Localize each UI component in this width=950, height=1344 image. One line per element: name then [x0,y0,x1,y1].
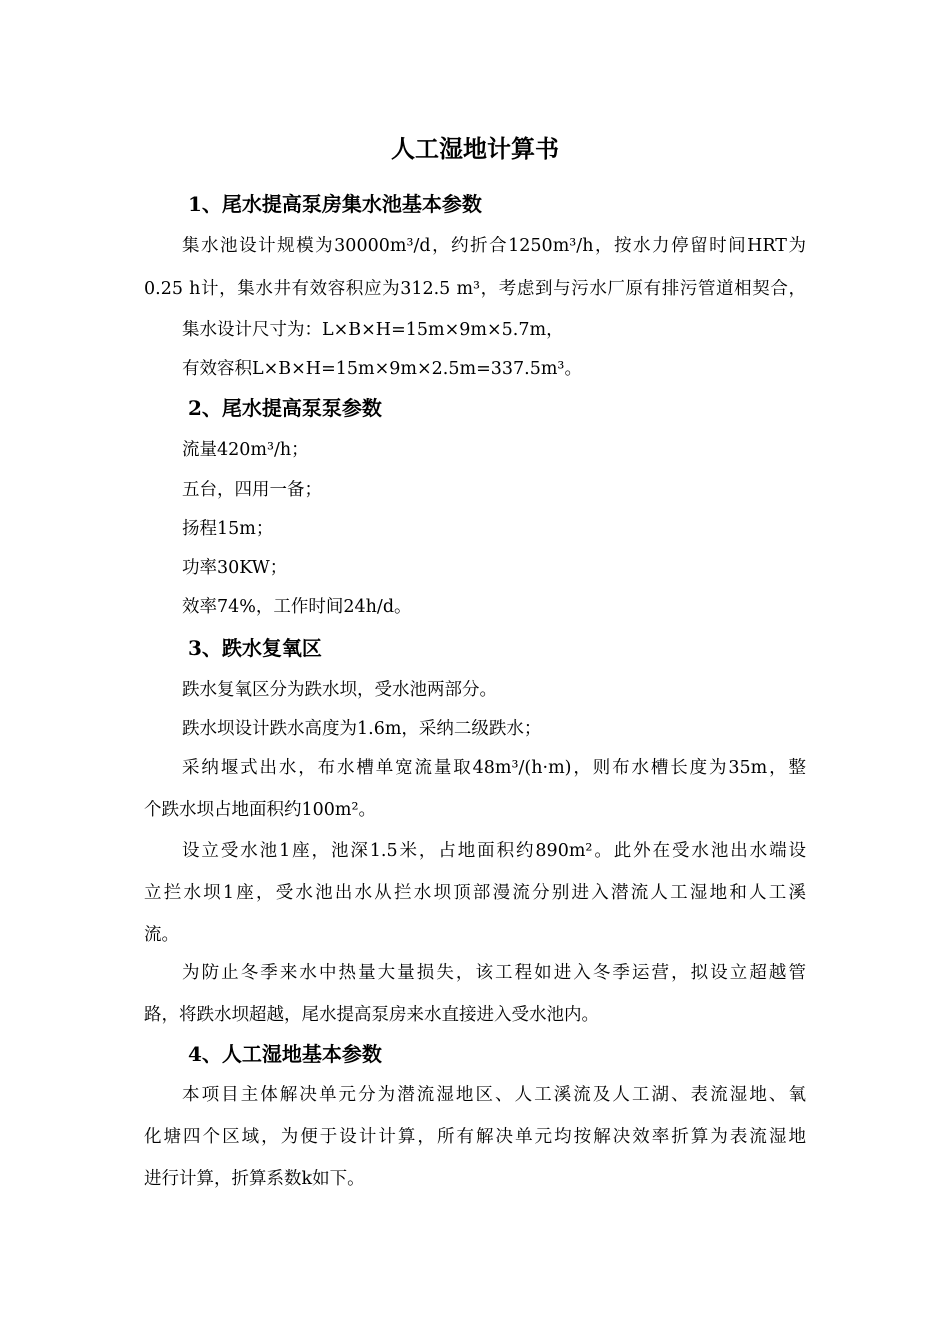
paragraph-line: 采纳堰式出水，布水槽单宽流量取48m³/(h·m)，则布水槽长度为35m，整 [182,758,806,778]
paragraph-line: 个跌水坝占地面积约100m²。 [144,800,377,820]
section-3-heading: 3、跌水复氧区 [188,636,322,660]
paragraph-line: 扬程15m； [182,519,274,539]
paragraph-line: 路，将跌水坝超越，尾水提高泵房来水直接进入受水池内。 [144,1005,599,1025]
paragraph-line: 进行计算，折算系数k如下。 [144,1169,365,1189]
paragraph-line: 本项目主体解决单元分为潜流湿地区、人工溪流及人工湖、表流湿地、氧 [182,1085,806,1105]
paragraph-line: 集水设计尺寸为：L×B×H=15m×9m×5.7m， [182,320,564,340]
paragraph-line: 0.25 h计，集水井有效容积应为312.5 m³，考虑到与污水厂原有排污管道相契合， [144,279,806,299]
paragraph-line: 立拦水坝1座，受水池出水从拦水坝顶部漫流分别进入潜流人工湿地和人工溪 [144,883,806,903]
paragraph-line: 设立受水池1座，池深1.5米，占地面积约890m²。此外在受水池出水端设 [182,841,806,861]
paragraph-line: 流。 [144,925,179,945]
document-title: 人工湿地计算书 [391,134,559,163]
section-4-heading: 4、人工湿地基本参数 [188,1042,382,1066]
section-2-heading: 2、尾水提高泵泵参数 [188,396,382,420]
paragraph-line: 功率30KW； [182,558,288,578]
paragraph-line: 有效容积L×B×H=15m×9m×2.5m=337.5m³。 [182,359,582,379]
paragraph-line: 跌水坝设计跌水高度为1.6m，采纳二级跌水； [182,719,542,739]
paragraph-line: 化塘四个区域，为便于设计计算，所有解决单元均按解决效率折算为表流湿地 [144,1127,806,1147]
paragraph-line: 效率74%，工作时间24h/d。 [182,597,412,617]
paragraph-line: 跌水复氧区分为跌水坝，受水池两部分。 [182,680,497,700]
paragraph-line: 五台，四用一备； [182,480,322,500]
paragraph-line: 为防止冬季来水中热量大量损失，该工程如进入冬季运营，拟设立超越管 [182,963,806,983]
paragraph-line: 集水池设计规模为30000m³/d，约折合1250m³/h，按水力停留时间HRT为 [182,236,806,256]
section-1-heading: 1、尾水提高泵房集水池基本参数 [188,192,482,216]
paragraph-line: 流量420m³/h； [182,440,309,460]
